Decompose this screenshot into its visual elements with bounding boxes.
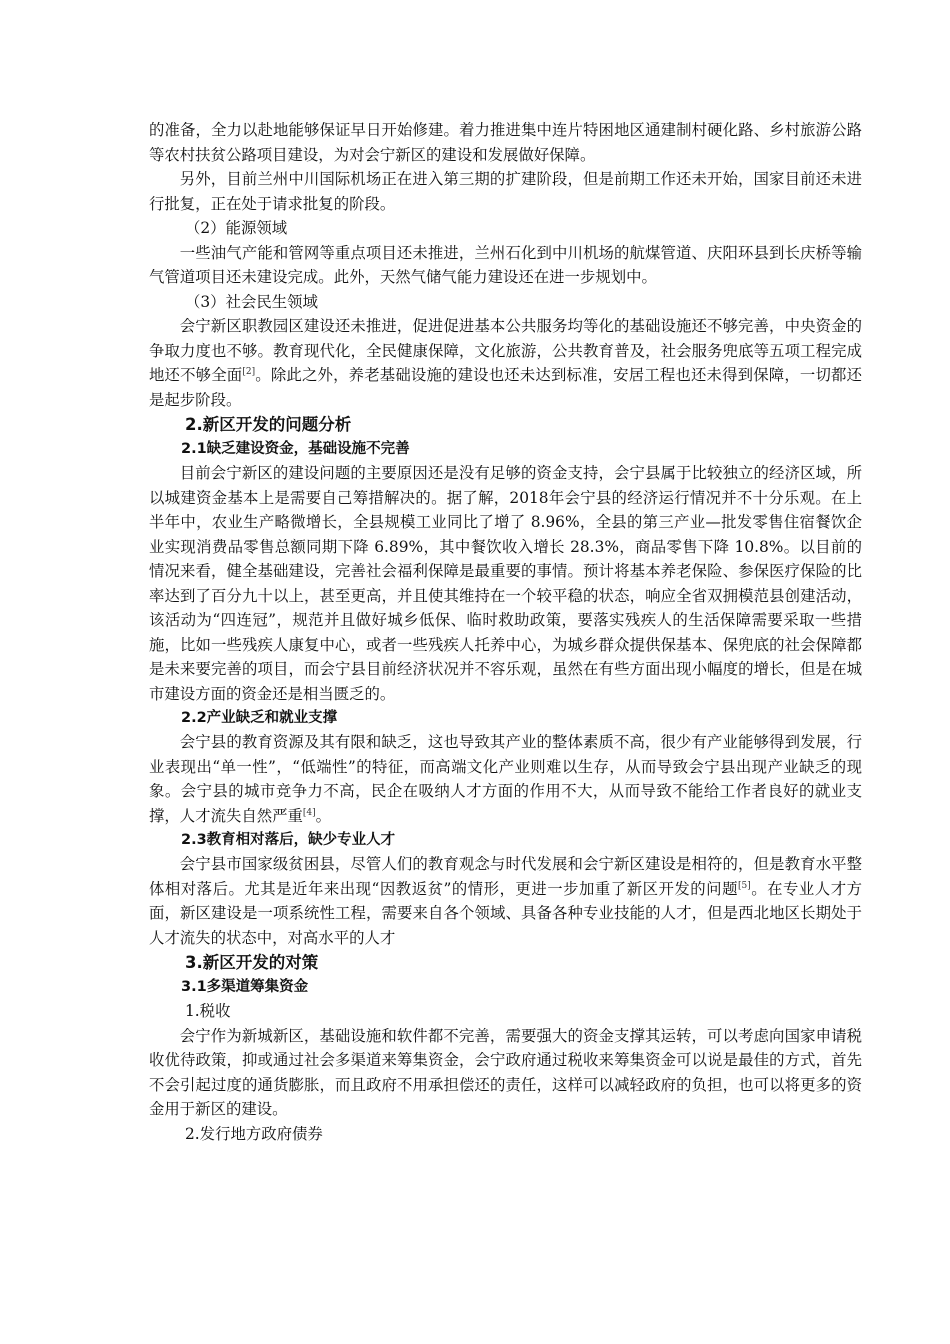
paragraph-tax: 会宁作为新城新区，基础设施和软件都不完善，需要强大的资金支撑其运转，可以考虑向国家申请税收优待政策，抑或通过社会多渠道来筹集资金，会宁政府通过税收来筹集资金可以说是最佳的方式，首先不会引起过度的通货膨胀，而且政府不用承担偿还的责任，这样可以减轻政府的负担，也可以将更多的资金用于新区的建设。 bbox=[149, 1026, 862, 1118]
document-body bbox=[149, 118, 862, 1146]
paragraph-social bbox=[149, 314, 862, 412]
paragraph-social-text-a: 会宁新区职教园区建设还未推进，促进促进基本公共服务均等化的基础设施还不够完善，中央资金的争取力度也不够。教育现代化，全民健康保障，文化旅游，公共教育普及，社会服务兜底等五项工程完成地还不够全面 bbox=[149, 317, 862, 384]
paragraph-education-text-b: 。在专业人才方面，新区建设是一项系统性工程，需要来自各个领域、具备各种专业技能的人才，但是西北地区长期处于人才流失的状态中，对高水平的人才 bbox=[149, 879, 862, 947]
paragraph-energy: 一些油气产能和管网等重点项目还未推进，兰州石化到中川机场的航煤管道、庆阳环县到长庆桥等输气管道项目还未建设完成。此外，天然气储气能力建设还在进一步规划中。 bbox=[149, 243, 862, 286]
paragraph-funding: 目前会宁新区的建设问题的主要原因还是没有足够的资金支持，会宁县属于比较独立的经济区域，所以城建资金基本上是需要自己筹措解决的。据了解，2018年会宁县的经济运行情况并不十分乐观。在上半年中，农业生产略微增长，全县规模工业同比了增了 8.96%，全县的第三产业—批发零售住宿餐饮企业实现消费品零售总额同期下降 6.89%，其中餐饮收入增长 28.3%，商品零售下降 10.8%。以目前的情况来看，健全基础建设，完善社会福利保障是最重要的事情。预计将基本养老保险、参保医疗保险的比率达到了百分九十以上，甚至更高，并且使其维持在一个较平稳的状态，响应全省双拥模范县创建活动，该活动为“四连冠”，规范并且做好城乡低保、临时救助政策，要落实残疾人的生活保障需要采取一些措施，比如一些残疾人康复中心，或者一些残疾人托养中心，为城乡群众提供保基本、保兜底的社会保障都是未来要完善的项目，而会宁县目前经济状况并不容乐观，虽然在有些方面出现小幅度的增长，但是在城市建设方面的资金还是相当匮乏的。 bbox=[149, 464, 862, 703]
heading-2-3: 2.3教育相对落后，缺少专业人才 bbox=[181, 832, 396, 848]
citation-2: [2] bbox=[242, 366, 256, 377]
paragraph-industry bbox=[149, 730, 862, 828]
paragraph-industry-text-b: 。 bbox=[315, 806, 332, 825]
citation-5: [5] bbox=[737, 880, 751, 891]
paragraph-education bbox=[149, 852, 862, 950]
paragraph-industry-text-a: 会宁县的教育资源及其有限和缺乏，这也导致其产业的整体素质不高，很少有产业能够得到发展，行业表现出“单一性”，“低端性”的特征，而高端文化产业则难以生存，从而导致会宁县出现产业缺乏的现象。会宁县的城市竞争力不高，民企在吸纳人才方面的作用不大，从而导致不能给工作者良好的就业支撑，人才流失自然严重 bbox=[149, 733, 862, 825]
paragraph-transport-end: 的准备，全力以赴地能够保证早日开始修建。着力推进集中连片特困地区通建制村硬化路、乡村旅游公路等农村扶贫公路项目建设，为对会宁新区的建设和发展做好保障。 bbox=[149, 121, 862, 164]
heading-measures: 3.新区开发的对策 bbox=[185, 953, 319, 972]
subheading-energy: （2）能源领域 bbox=[185, 219, 288, 237]
paragraph-social-text-b: 。除此之外，养老基础设施的建设也还未达到标准，安居工程也还未得到保障，一切都还是起步阶段。 bbox=[149, 366, 862, 409]
citation-4: [4] bbox=[302, 807, 316, 818]
subheading-bonds: 2.发行地方政府债券 bbox=[185, 1124, 323, 1143]
paragraph-education-text-a: 会宁县市国家级贫困县，尽管人们的教育观念与时代发展和会宁新区建设是相符的，但是教育水平整体相对落后。尤其是近年来出现“因教返贫”的情形，更进一步加重了新区开发的问题 bbox=[149, 855, 862, 898]
paragraph-airport: 另外，目前兰州中川国际机场正在进入第三期的扩建阶段，但是前期工作还未开始，国家目前还未进行批复，正在处于请求批复的阶段。 bbox=[149, 170, 862, 213]
subheading-tax: 1.税收 bbox=[185, 1002, 231, 1020]
subheading-social: （3）社会民生领域 bbox=[185, 292, 318, 311]
heading-problem-analysis: 2.新区开发的问题分析 bbox=[185, 415, 352, 434]
heading-2-1: 2.1缺乏建设资金，基础设施不完善 bbox=[181, 441, 410, 457]
heading-3-1: 3.1多渠道筹集资金 bbox=[181, 979, 309, 995]
heading-2-2: 2.2产业缺乏和就业支撑 bbox=[181, 710, 338, 726]
